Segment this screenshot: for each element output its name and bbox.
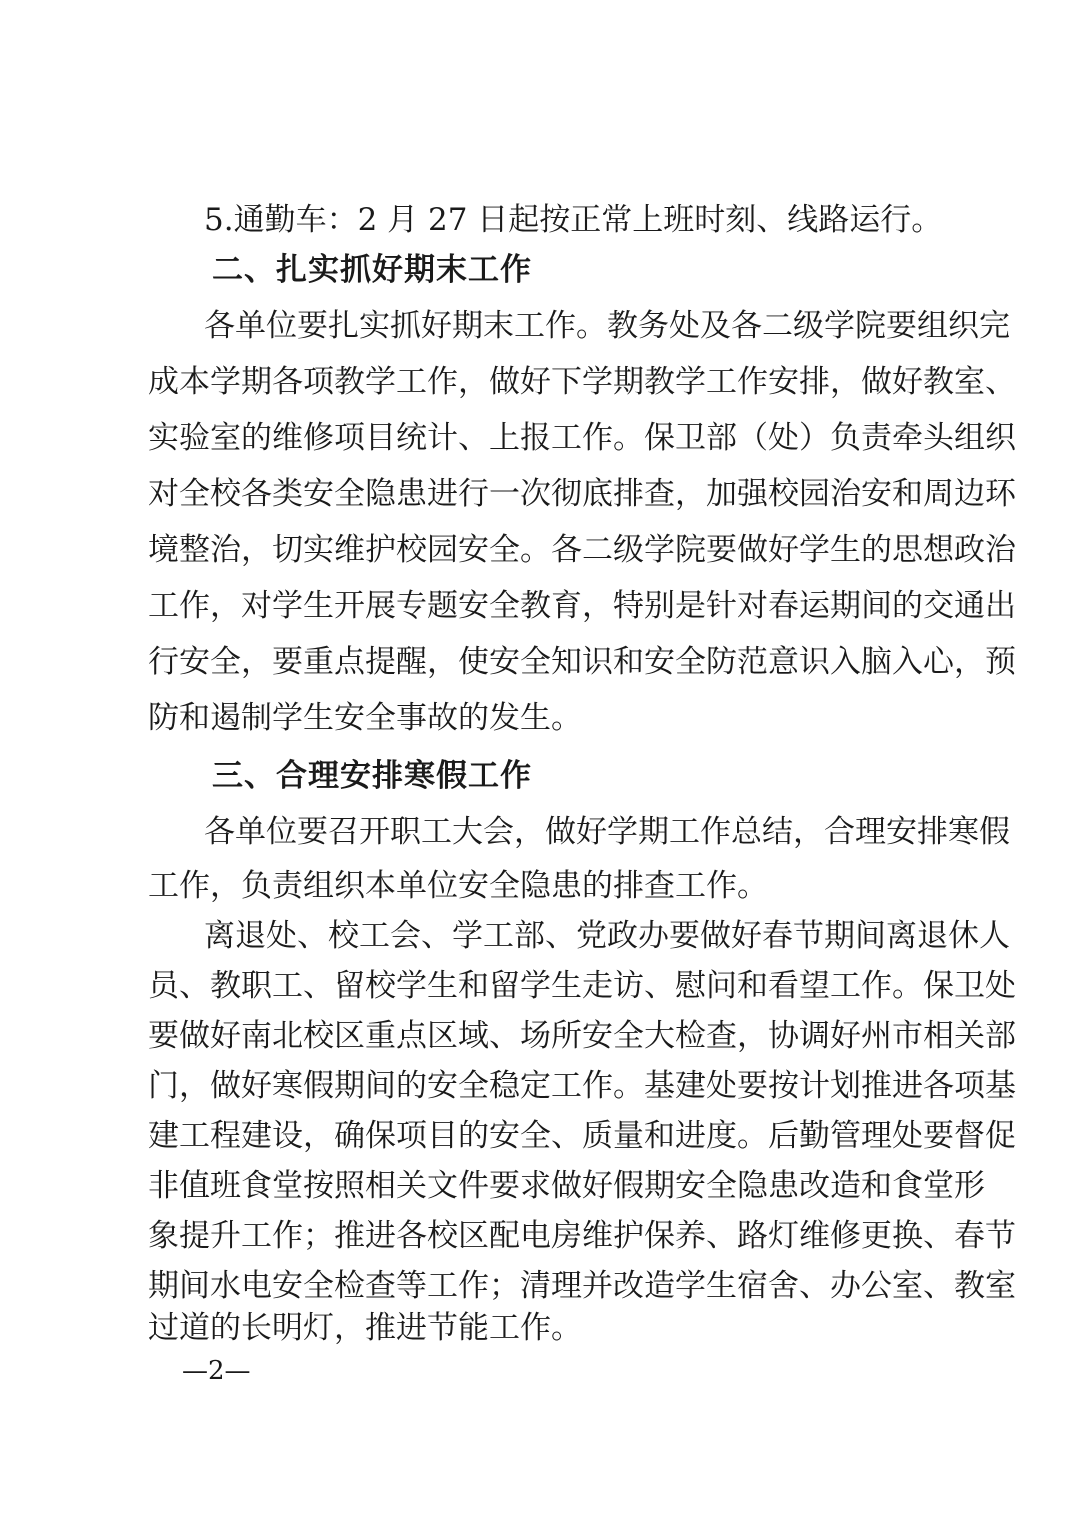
- section-2-line: 对全校各类安全隐患进行一次彻底排查，加强校园治安和周边环: [148, 476, 1016, 512]
- section-3-paragraph-2-line: 要做好南北校区重点区域、场所安全大检查，协调好州市相关部: [148, 1018, 1016, 1054]
- section-2-line: 各单位要扎实抓好期末工作。教务处及各二级学院要组织完: [204, 308, 1010, 344]
- item-5-commuter-bus: 5.通勤车：2 月 27 日起按正常上班时刻、线路运行。: [204, 202, 943, 238]
- section-3-paragraph-2-line: 离退处、校工会、学工部、党政办要做好春节期间离退休人: [204, 918, 1010, 954]
- section-2-line: 工作，对学生开展专题安全教育，特别是针对春运期间的交通出: [148, 588, 1016, 624]
- section-2-line: 行安全，要重点提醒，使安全知识和安全防范意识入脑入心，预: [148, 644, 1016, 680]
- section-3-paragraph-2-line: 过道的长明灯，推进节能工作。: [148, 1310, 582, 1346]
- section-3-paragraph-2-line: 员、教职工、留校学生和留学生走访、慰问和看望工作。保卫处: [148, 968, 1016, 1004]
- section-3-paragraph-2-line: 建工程建设，确保项目的安全、质量和进度。后勤管理处要督促: [148, 1118, 1016, 1154]
- section-3-heading: 三、合理安排寒假工作: [212, 758, 532, 794]
- section-2-line: 成本学期各项教学工作，做好下学期教学工作安排，做好教室、: [148, 364, 1016, 400]
- section-2-line: 防和遏制学生安全事故的发生。: [148, 700, 582, 736]
- section-2-line: 实验室的维修项目统计、上报工作。保卫部（处）负责牵头组织: [148, 420, 1016, 456]
- section-3-paragraph-2-line: 期间水电安全检查等工作；清理并改造学生宿舍、办公室、教室: [148, 1268, 1016, 1304]
- section-3-paragraph-1-line: 工作，负责组织本单位安全隐患的排查工作。: [148, 868, 768, 904]
- section-2-line: 境整治，切实维护校园安全。各二级学院要做好学生的思想政治: [148, 532, 1016, 568]
- section-3-paragraph-2-line: 门，做好寒假期间的安全稳定工作。基建处要按计划推进各项基: [148, 1068, 1016, 1104]
- section-3-paragraph-2-line: 象提升工作；推进各校区配电房维护保养、路灯维修更换、春节: [148, 1218, 1016, 1254]
- page-number: —2—: [182, 1356, 251, 1386]
- section-3-paragraph-2-line: 非值班食堂按照相关文件要求做好假期安全隐患改造和食堂形: [148, 1168, 985, 1204]
- section-3-paragraph-1-line: 各单位要召开职工大会，做好学期工作总结，合理安排寒假: [204, 814, 1010, 850]
- section-2-heading: 二、扎实抓好期末工作: [212, 252, 532, 288]
